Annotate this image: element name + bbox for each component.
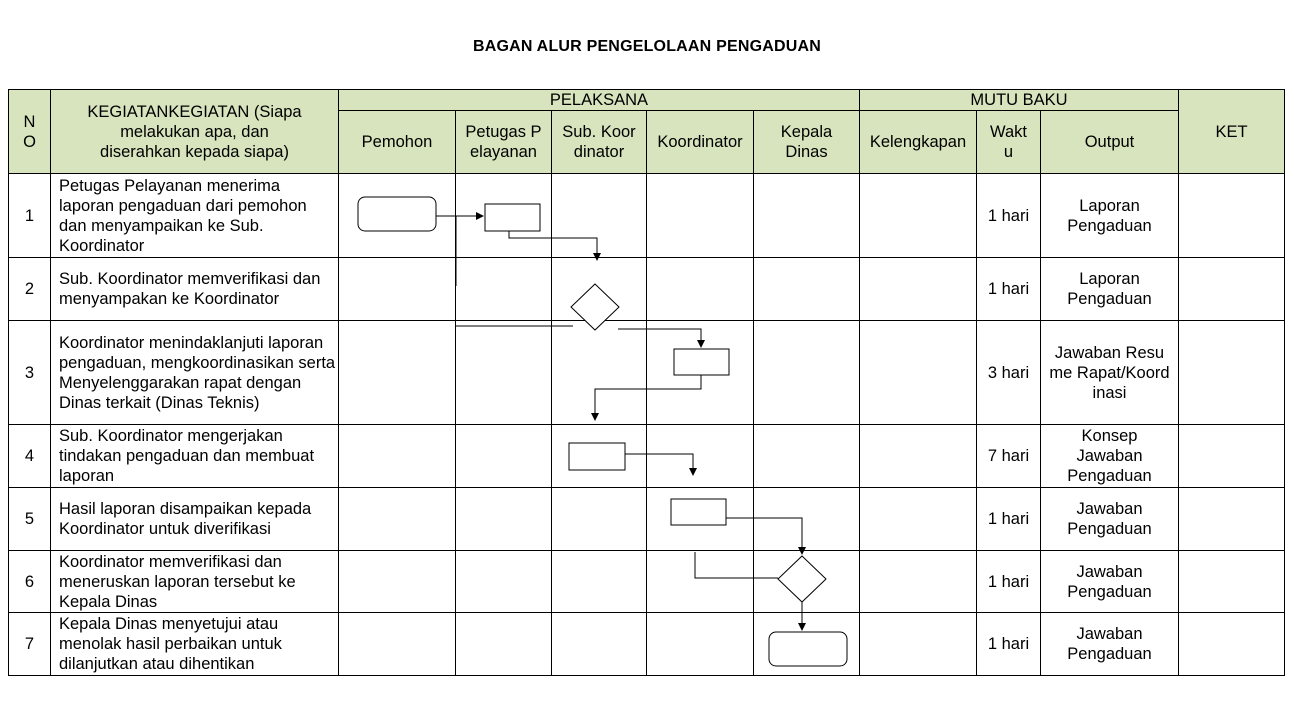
table-row: [9, 551, 1285, 613]
header-petugas: Petugas Pelayanan: [456, 111, 552, 174]
row-no: 1: [9, 174, 51, 258]
header-kelengkapan: Kelengkapan: [860, 111, 977, 174]
header-koordinator: Koordinator: [647, 111, 754, 174]
table-row: [9, 321, 1285, 425]
header-kepala-dinas: Kepala Dinas: [754, 111, 860, 174]
row-no: 6: [9, 551, 51, 613]
flowchart-table: [8, 89, 1285, 676]
header-kegiatan: KEGIATANKEGIATAN (Siapa melakukan apa, dan diserahkan kepada siapa): [51, 90, 339, 174]
row-waktu: 1 hari: [977, 551, 1041, 613]
row-no: 7: [9, 613, 51, 676]
row-no: 5: [9, 488, 51, 551]
row-output: Jawaban Pengaduan: [1041, 613, 1179, 676]
row-no: 3: [9, 321, 51, 425]
row-waktu: 1 hari: [977, 174, 1041, 258]
page-title: BAGAN ALUR PENGELOLAAN PENGADUAN: [472, 38, 822, 55]
row-kegiatan: Koordinator menindaklanjuti laporan pengaduan, mengkoordinasikan serta Menyelenggarakan rapat dengan Dinas terkait (Dinas Teknis): [51, 321, 339, 425]
row-output: Laporan Pengaduan: [1041, 258, 1179, 321]
row-output: Laporan Pengaduan: [1041, 174, 1179, 258]
header-pelaksana: PELAKSANA: [339, 90, 860, 111]
header-waktu: Waktu: [977, 111, 1041, 174]
table-row: [9, 174, 1285, 258]
row-kegiatan: Sub. Koordinator memverifikasi dan menyampakan ke Koordinator: [51, 258, 339, 321]
table-row: [9, 258, 1285, 321]
row-waktu: 1 hari: [977, 488, 1041, 551]
row-kegiatan: Petugas Pelayanan menerima laporan pengaduan dari pemohon dan menyampaikan ke Sub. Koordinator: [51, 174, 339, 258]
row-output: Jawaban Pengaduan: [1041, 488, 1179, 551]
row-waktu: 1 hari: [977, 613, 1041, 676]
row-output: Konsep Jawaban Pengaduan: [1041, 425, 1179, 488]
row-kegiatan: Koordinator memverifikasi dan meneruskan laporan tersebut ke Kepala Dinas: [51, 551, 339, 613]
table-row: [9, 425, 1285, 488]
row-waktu: 7 hari: [977, 425, 1041, 488]
row-kegiatan: Hasil laporan disampaikan kepada Koordinator untuk diverifikasi: [51, 488, 339, 551]
row-output: Jawaban Resume Rapat/Koordinasi: [1041, 321, 1179, 425]
header-ket: KET: [1179, 90, 1285, 174]
header-pemohon: Pemohon: [339, 111, 456, 174]
header-mutu-baku: MUTU BAKU: [860, 90, 1179, 111]
row-kegiatan: Sub. Koordinator mengerjakan tindakan pengaduan dan membuat laporan: [51, 425, 339, 488]
header-output: Output: [1041, 111, 1179, 174]
row-no: 4: [9, 425, 51, 488]
row-waktu: 3 hari: [977, 321, 1041, 425]
header-sub-koordinator: Sub. Koordinator: [552, 111, 647, 174]
table-row: [9, 613, 1285, 676]
table-row: [9, 488, 1285, 551]
row-kegiatan: Kepala Dinas menyetujui atau menolak hasil perbaikan untuk dilanjutkan atau dihentikan: [51, 613, 339, 676]
row-waktu: 1 hari: [977, 258, 1041, 321]
header-no: N O: [9, 90, 51, 174]
row-output: Jawaban Pengaduan: [1041, 551, 1179, 613]
row-no: 2: [9, 258, 51, 321]
